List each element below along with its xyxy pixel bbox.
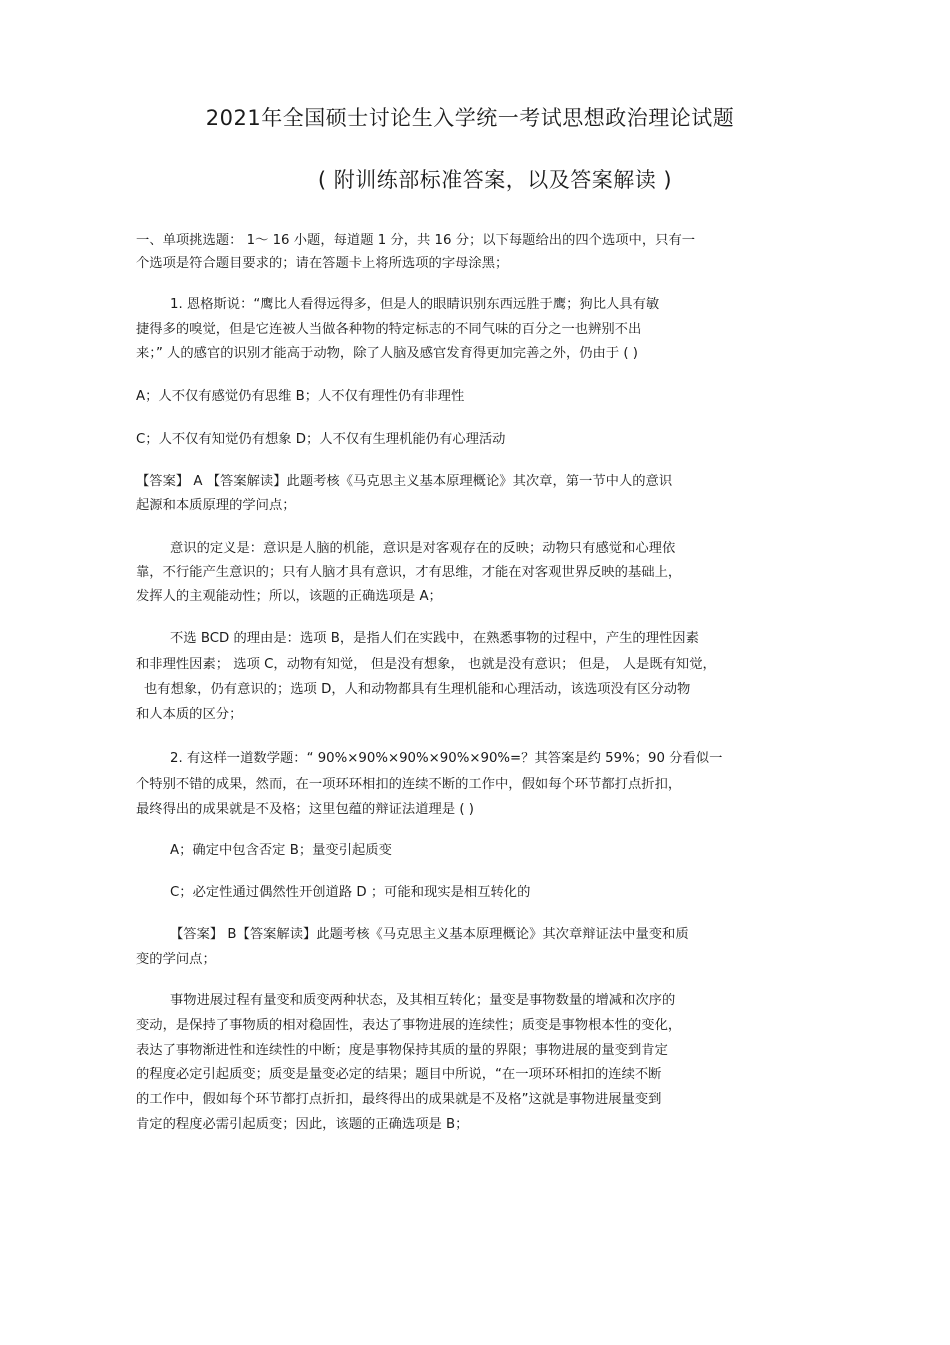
explanation-1-line: 意识的定义是：意识是人脑的机能，意识是对客观存在的反映；动物只有感觉和心理依 [170,541,676,556]
document-subtitle: ( 附训练部标准答案，以及答案解读 ) [317,168,673,192]
explanation-2-line: 肯定的程度必需引起质变；因此，该题的正确选项是 B； [136,1117,469,1132]
explanation-1-line: 靠，不行能产生意识的；只有人脑才具有意识，才有思维，才能在对客观世界反映的基础上， [136,565,682,580]
explanation-2-line: 变动，是保持了事物质的相对稳固性，表达了事物进展的连续性；质变是事物根本性的变化， [136,1018,682,1033]
answer-2-line: 【答案】 B【答案解读】此题考核《马克思主义基本原理概论》其次章辩证法中量变和质 [170,927,689,942]
explanation-1b-line: 不选 BCD 的理由是：选项 B，是指人们在实践中，在熟悉事物的过程中，产生的理性因素 [170,631,699,646]
explanation-2-line: 的程度必定引起质变；质变是量变必定的结果；题目中所说，“在一项环环相扣的连续不断 [136,1067,662,1082]
question-2-options: C；必定性通过偶然性开创道路 D ；可能和现实是相互转化的 [170,885,531,900]
section-intro-line: 一、单项挑选题： 1～ 16 小题，每道题 1 分，共 16 分；以下每题给出的四个选项中，只有一 [136,233,696,248]
explanation-1b-line: 和人本质的区分； [136,707,243,722]
question-1-line: 1. 恩格斯说：“鹰比人看得远得多，但是人的眼睛识别东西远胜于鹰；狗比人具有敏 [170,297,660,312]
section-intro-line: 个选项是符合题目要求的；请在答题卡上将所选项的字母涂黑； [136,256,509,271]
explanation-2-line: 表达了事物渐进性和连续性的中断；度是事物保持其质的量的界限；事物进展的量变到肯定 [136,1043,668,1058]
document-title: 2021年全国硕士讨论生入学统一考试思想政治理论试题 [205,106,735,130]
question-2-options: A；确定中包含否定 B；量变引起质变 [170,843,392,858]
answer-1-line: 起源和本质原理的学问点； [136,498,296,513]
question-1-options: A；人不仅有感觉仍有思维 B；人不仅有理性仍有非理性 [136,389,465,404]
answer-2-line: 变的学问点； [136,952,216,967]
explanation-2-line: 的工作中，假如每个环节都打点折扣，最终得出的成果就是不及格”这就是事物进展量变到 [136,1092,662,1107]
explanation-1-line: 发挥人的主观能动性；所以，该题的正确选项是 A； [136,589,442,604]
answer-1-line: 【答案】 A 【答案解读】此题考核《马克思主义基本原理概论》其次章，第一节中人的意识 [136,474,673,489]
question-1-line: 捷得多的嗅觉，但是它连被人当做各种物的特定标志的不同气味的百分之一也辨别不出 [136,322,642,337]
explanation-1b-line: 和非理性因素； 选项 C，动物有知觉， 但是没有想象， 也就是没有意识； 但是， 人是既有知觉， [136,657,716,672]
question-1-line: 来；” 人的感官的识别才能高于动物，除了人脑及感官发育得更加完善之外，仍由于 ( ) [136,346,638,361]
question-1-options: C；人不仅有知觉仍有想象 D；人不仅有生理机能仍有心理活动 [136,432,506,447]
question-2-line: 2. 有这样一道数学题：“ 90%×90%×90%×90%×90%=？其答案是约 59%；90 分看似一 [170,751,723,766]
question-2-line: 个特别不错的成果，然而，在一项环环相扣的连续不断的工作中，假如每个环节都打点折扣， [136,777,682,792]
explanation-1b-line: 也有想象，仍有意识的；选项 D，人和动物都具有生理机能和心理活动，该选项没有区分动物 [144,682,691,697]
question-2-line: 最终得出的成果就是不及格；这里包蕴的辩证法道理是 ( ) [136,802,474,817]
explanation-2-line: 事物进展过程有量变和质变两种状态，及其相互转化；量变是事物数量的增减和次序的 [170,993,676,1008]
